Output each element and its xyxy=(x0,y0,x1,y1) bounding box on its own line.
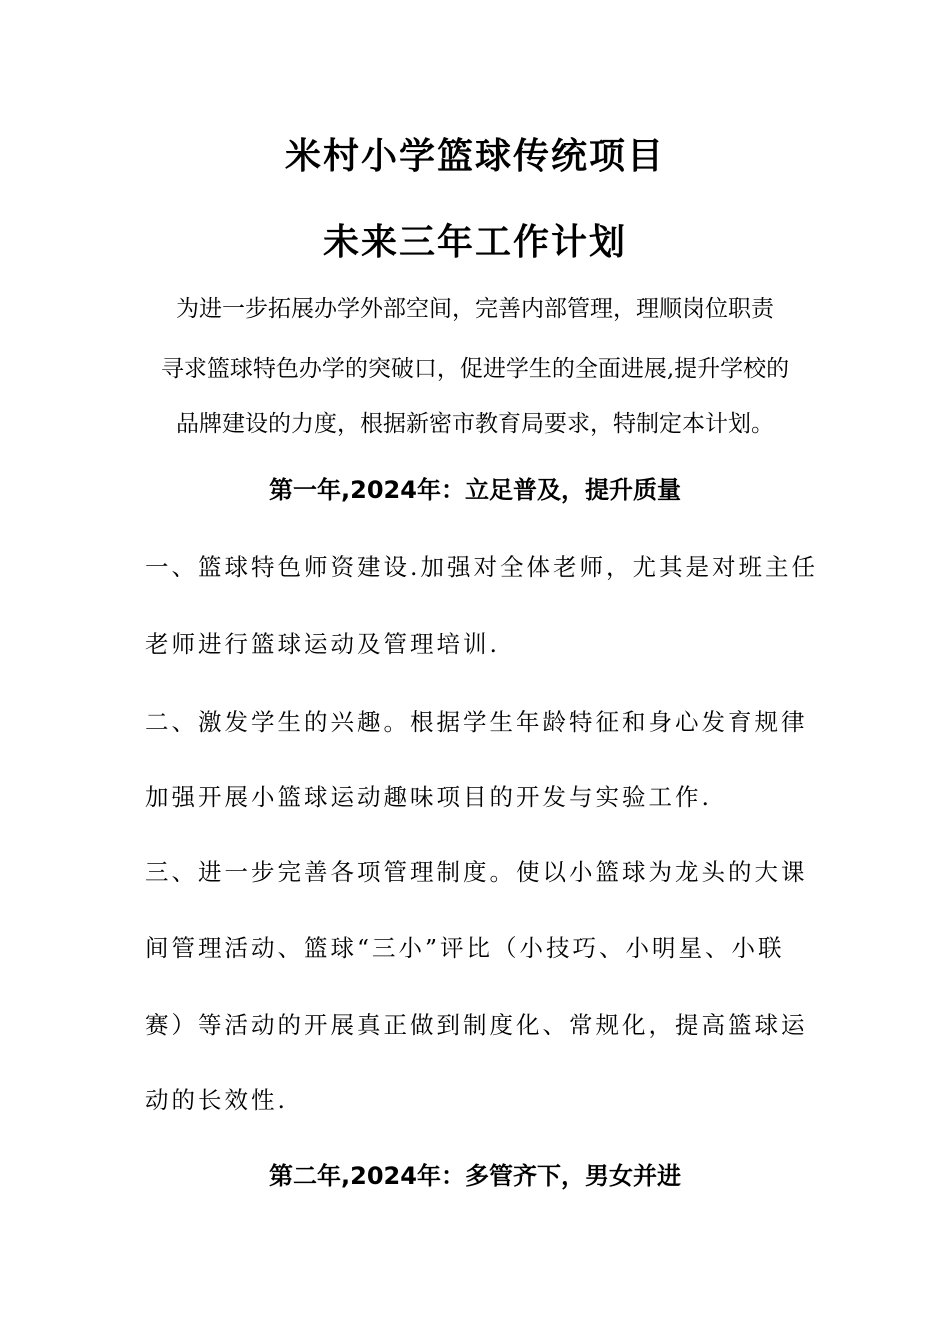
section-1-line-4: 加强开展小篮球运动趣味项目的开发与实验工作. xyxy=(145,783,712,811)
section-1-line-3: 二、激发学生的兴趣。根据学生年龄特征和身心发育规律 xyxy=(145,708,808,736)
intro-line-2: 寻求篮球特色办学的突破口，促进学生的全面进展,提升学校的 xyxy=(160,356,790,382)
document-title-line-1: 米村小学篮球传统项目 xyxy=(284,136,665,177)
section-1-line-1: 一、篮球特色师资建设.加强对全体老师，尤其是对班主任 xyxy=(145,553,818,581)
section-1-line-7: 赛）等活动的开展真正做到制度化、常规化，提高篮球运 xyxy=(145,1011,808,1039)
document-title-line-2: 未来三年工作计划 xyxy=(322,222,627,263)
section-2-heading: 第二年,2024年：多管齐下，男女并进 xyxy=(269,1162,681,1190)
section-1-line-5: 三、进一步完善各项管理制度。使以小篮球为龙头的大课 xyxy=(145,858,808,886)
section-1-heading: 第一年,2024年：立足普及，提升质量 xyxy=(269,476,681,504)
intro-line-1: 为进一步拓展办学外部空间，完善内部管理，理顺岗位职责 xyxy=(176,296,774,322)
section-1-line-2: 老师进行篮球运动及管理培训. xyxy=(145,630,500,658)
section-1-line-6: 间管理活动、篮球“三小”评比（小技巧、小明星、小联 xyxy=(145,934,785,962)
intro-line-3: 品牌建设的力度，根据新密市教育局要求，特制定本计划。 xyxy=(176,411,774,437)
section-1-line-8: 动的长效性. xyxy=(145,1086,288,1114)
